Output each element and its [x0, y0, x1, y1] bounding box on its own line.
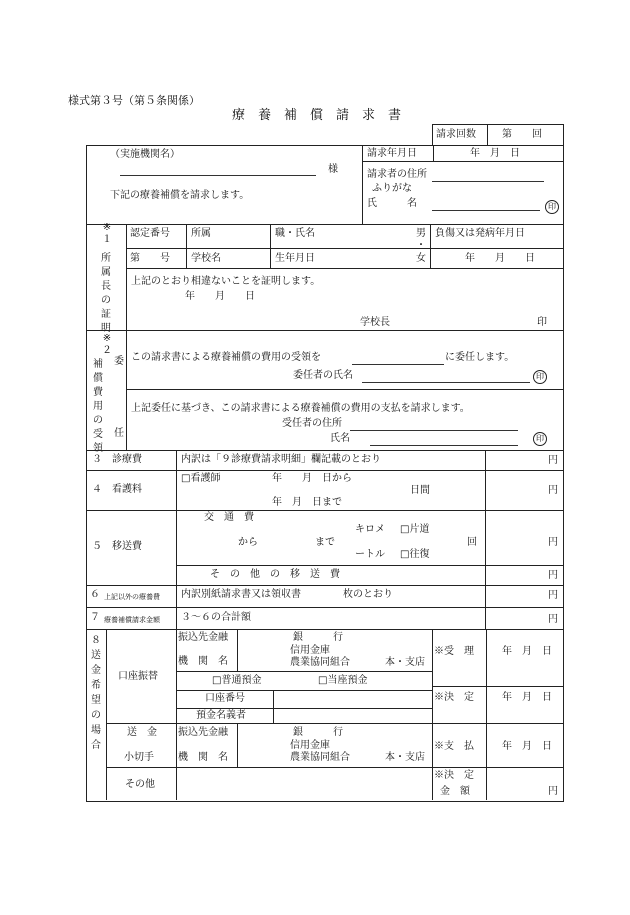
delegatee-address-line[interactable]	[350, 430, 518, 431]
row3-label: ３ 診療費	[92, 454, 142, 465]
delegatee-seal-icon: 印	[533, 432, 547, 446]
form-number: 様式第３号（第５条関係）	[68, 94, 200, 107]
row6-label-small: 上記以外の療養費	[104, 593, 160, 601]
row5-other: そ の 他 の 移 送 費	[210, 569, 340, 580]
delegatee-name-line[interactable]	[370, 445, 518, 446]
principal-label: 学校長	[360, 317, 390, 328]
section1-mark: ※１	[102, 222, 112, 245]
decision-amount-1: ※決 定	[434, 770, 474, 781]
row4-label: ４ 看護料	[92, 484, 142, 495]
gender-dot: ・	[416, 240, 426, 251]
school-label: 学校名	[191, 253, 221, 264]
section8-side-label: ８送金希望の場合	[91, 635, 101, 751]
section2-mark: ※２	[102, 333, 112, 356]
section2-side-label-top: 委	[114, 356, 124, 367]
address-label: 請求者の住所	[367, 169, 427, 180]
bank-type-3[interactable]: 農業協同組合	[290, 657, 350, 668]
row5-other-yen: 円	[548, 570, 558, 581]
receipt-date[interactable]: 年 月 日	[502, 646, 552, 657]
row5-to[interactable]: まで	[315, 537, 335, 548]
bank-type-1b[interactable]: 銀 行	[293, 727, 343, 738]
row5-yen: 円	[548, 537, 558, 548]
row5-transport: 交 通 費	[204, 512, 254, 523]
row3-content: 内訳は「９診療費請求明細」欄記載のとおり	[181, 454, 381, 465]
row5-oneway-checkbox[interactable]: □片道	[400, 524, 430, 535]
injury-date-value[interactable]: 年 月 日	[465, 253, 535, 264]
institution-label: （実施機関名）	[110, 149, 180, 160]
row5-km-2: ートル	[355, 549, 385, 560]
delegator-seal-icon: 印	[533, 370, 547, 384]
name-line[interactable]	[432, 210, 540, 211]
row4-from[interactable]: 年 月 日から	[272, 473, 352, 484]
delegator-name-line[interactable]	[362, 382, 530, 383]
row5-from[interactable]: から	[238, 537, 258, 548]
name-label: 氏 名	[367, 198, 417, 209]
bank-type-1[interactable]: 銀 行	[293, 632, 343, 643]
row6-content-2: 枚のとおり	[343, 589, 393, 600]
request-text: 下記の療養補償を請求します。	[110, 190, 250, 201]
delegate-text-1: この請求書による療養補償の費用の受領を	[131, 352, 321, 363]
claim-count-value[interactable]: 第 回	[502, 129, 542, 140]
row6-content-1: 内訳別紙請求書又は領収書	[181, 589, 301, 600]
request-date-label: 請求年月日	[367, 148, 417, 159]
page-title: 療 養 補 償 請 求 書	[232, 108, 402, 123]
row4-days[interactable]: 日間	[410, 485, 430, 496]
payment-date[interactable]: 年 月 日	[502, 741, 552, 752]
row4-yen: 円	[548, 485, 558, 496]
affiliation-label: 所属	[191, 228, 211, 239]
gender-female[interactable]: 女	[416, 253, 426, 264]
row7-label: ７	[90, 612, 100, 623]
delegatee-address-label: 受任者の住所	[282, 418, 342, 429]
cert-no-label: 認定番号	[130, 228, 170, 239]
claim-count-label: 請求回数	[436, 129, 476, 140]
bank-label-1: 振込先金融	[178, 632, 228, 643]
row5-times[interactable]: 回	[467, 537, 477, 548]
bank-type-3b[interactable]: 農業協同組合	[290, 752, 350, 763]
bank-label-2b: 機 関 名	[178, 752, 228, 763]
account-holder-label: 預金名義者	[196, 710, 246, 721]
address-line[interactable]	[432, 181, 544, 182]
row6-yen: 円	[548, 590, 558, 601]
delegate-text-2: に委任します。	[445, 352, 515, 363]
bank-type-2b[interactable]: 信用金庫	[290, 740, 330, 751]
decision-amount-yen: 円	[548, 786, 558, 797]
current-checkbox[interactable]: □当座預金	[318, 675, 368, 686]
section2-side-label-bottom: 任	[114, 428, 124, 439]
row5-round-checkbox[interactable]: □往復	[400, 549, 430, 560]
request-date-value[interactable]: 年 月 日	[470, 148, 520, 159]
delegator-name-label: 委任者の氏名	[293, 370, 353, 381]
payment-label: ※支 払	[434, 741, 474, 752]
row3-yen: 円	[548, 455, 558, 466]
bank-type-2[interactable]: 信用金庫	[290, 645, 330, 656]
other-label: その他	[125, 779, 155, 790]
bank-label-1b: 振込先金融	[178, 727, 228, 738]
savings-checkbox[interactable]: □普通預金	[212, 675, 262, 686]
account-no-label: 口座番号	[205, 693, 245, 704]
branch-label[interactable]: 本・支店	[385, 657, 425, 668]
money-order-1: 送 金	[127, 727, 157, 738]
institution-line[interactable]	[120, 175, 316, 176]
title-name-label: 職・氏名	[275, 228, 315, 239]
delegate-line[interactable]	[352, 364, 444, 365]
section1-side-label: 所属長の証明	[101, 253, 111, 334]
section2-side-label: 補償費用の受領	[93, 359, 103, 454]
cert-text: 上記のとおり相違ないことを証明します。	[131, 276, 321, 287]
row4-to[interactable]: 年 月 日まで	[272, 497, 342, 508]
bank-label-2: 機 関 名	[178, 656, 228, 667]
dob-label: 生年月日	[275, 253, 315, 264]
principal-seal: 印	[537, 317, 547, 328]
row4-nurse-checkbox[interactable]: □看護師	[181, 473, 221, 484]
row7-yen: 円	[548, 614, 558, 625]
injury-date-label: 負傷又は発病年月日	[435, 228, 525, 239]
furigana-label: ふりがな	[372, 183, 412, 194]
seal-icon: 印	[545, 200, 559, 214]
delegatee-name-label: 氏名	[330, 433, 350, 444]
row5-label: ５ 移送費	[92, 541, 142, 552]
number-label[interactable]: 第 号	[130, 253, 170, 264]
money-order-2: 小切手	[124, 752, 154, 763]
bank-transfer-label: 口座振替	[118, 671, 158, 682]
sama-label: 様	[328, 164, 338, 175]
claim-text: 上記委任に基づき、この請求書による療養補償の費用の支払を請求します。	[131, 403, 470, 414]
row7-label-small: 療養補償請求金額	[104, 616, 160, 624]
cert-date[interactable]: 年 月 日	[185, 291, 255, 302]
row7-content: ３～６の合計額	[181, 612, 251, 623]
row5-km-1: キロメ	[355, 524, 385, 535]
receipt-label: ※受 理	[434, 646, 474, 657]
gender-male[interactable]: 男	[416, 228, 426, 239]
branch-label-b[interactable]: 本・支店	[385, 752, 425, 763]
decision-date[interactable]: 年 月 日	[502, 692, 552, 703]
row6-label: ６	[90, 589, 100, 600]
decision-label: ※決 定	[434, 692, 474, 703]
decision-amount-2: 金 額	[440, 786, 470, 797]
